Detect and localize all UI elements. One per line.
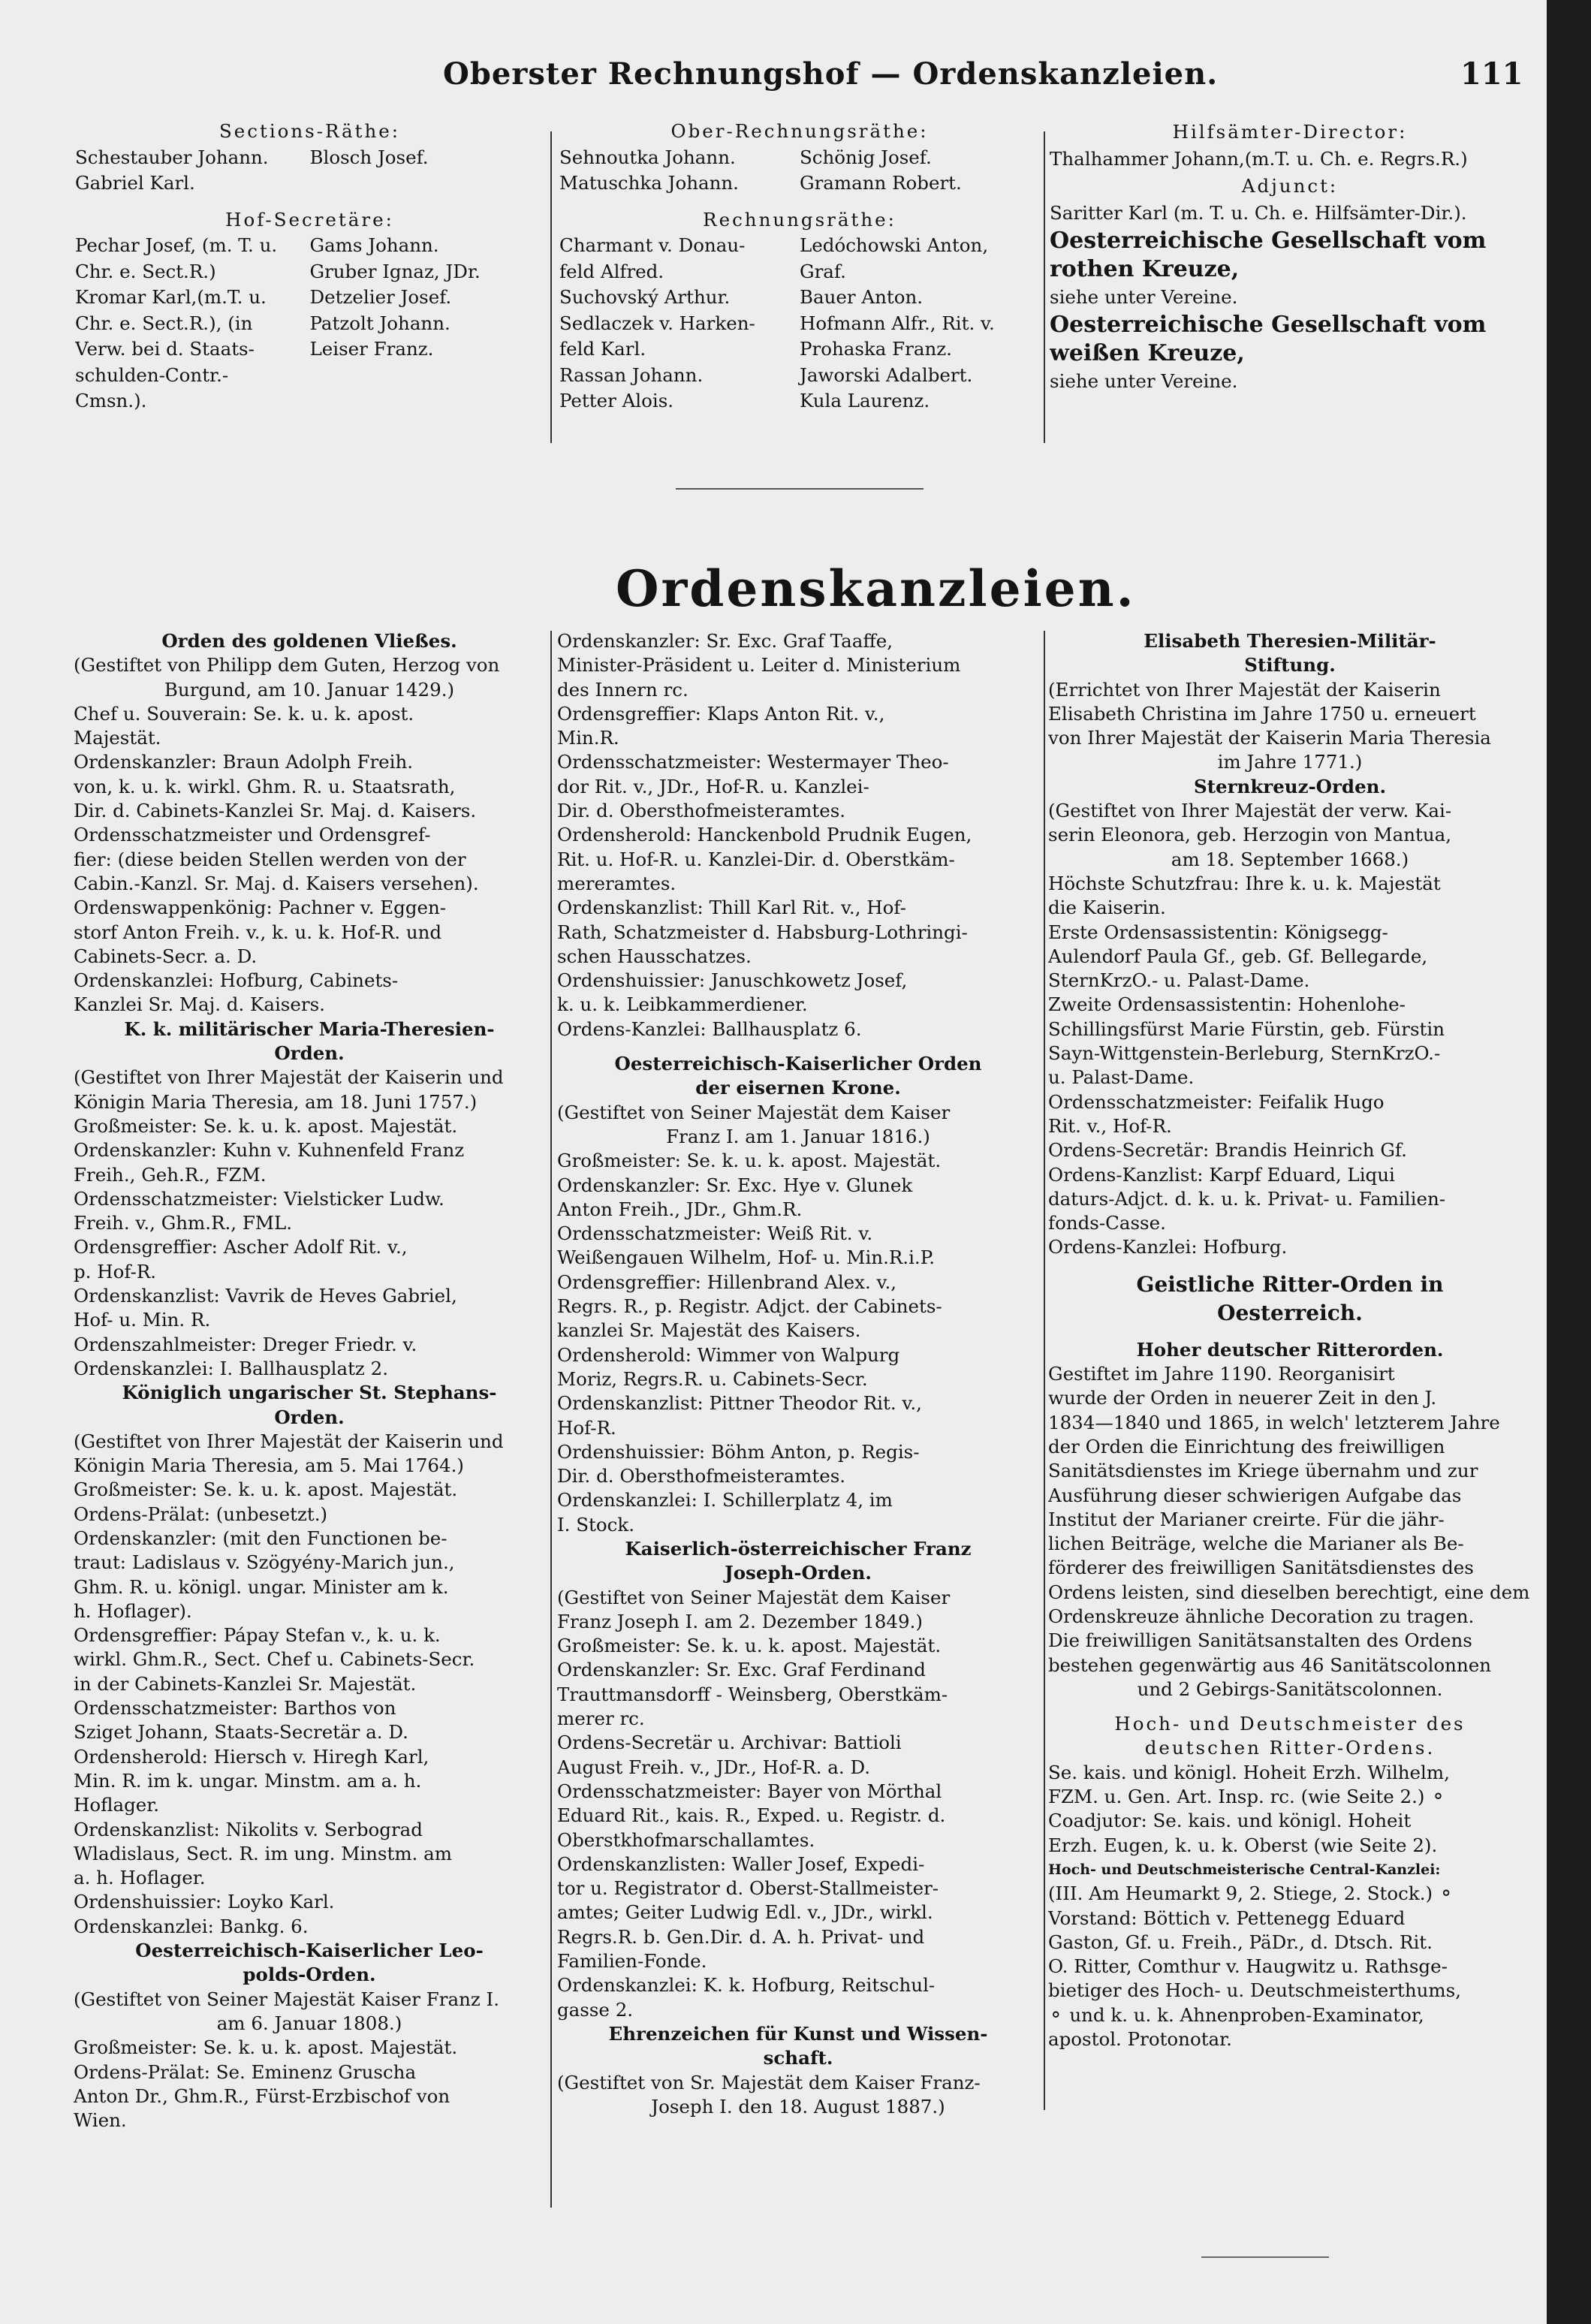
entry-pair (559, 285, 1040, 311)
text-line: Ordenszahlmeister: Dreger Friedr. v. (74, 1333, 417, 1355)
top-column-3 (1050, 119, 1530, 395)
text-line: Kanzlei Sr. Maj. d. Kaisers. (74, 993, 325, 1016)
order-heading: Kaiserlich-österreichischer Franz (625, 1537, 972, 1560)
text-line: Hoch- und Deutschmeisterische Central-Kanzlei: (1048, 1861, 1441, 1878)
text-line: August Freih. v., JDr., Hof-R. a. D. (557, 1756, 871, 1778)
text-line: Ordensherold: Hanckenbold Prudnik Eugen, (557, 824, 972, 846)
entry-pair (559, 170, 1040, 197)
text-line: Rit. u. Hof-R. u. Kanzlei-Dir. d. Oberstkäm- (557, 848, 955, 870)
order-heading: schaft. (763, 2047, 833, 2069)
entry-left: Pechar Josef, (m. T. u. (75, 234, 278, 256)
text-line: Cmsn.). (75, 390, 147, 411)
section-title: Ordenskanzleien. (616, 559, 1136, 618)
book-edge (1547, 0, 1591, 2324)
text-line: Ordenskanzlist: Nikolits v. Serbograd (74, 1818, 423, 1840)
entry-left: Sehnoutka Johann. (559, 146, 736, 168)
text-line: SternKrzO.- u. Palast-Dame. (1048, 969, 1310, 992)
text-line: Ordenskanzlist: Vavrik de Heves Gabriel, (74, 1285, 457, 1307)
entry-right: Graf. (800, 260, 846, 282)
text-line: bestehen gegenwärtig aus 46 Sanitätscolonnen (1048, 1653, 1492, 1676)
text-line: fonds-Casse. (1048, 1212, 1166, 1234)
text-line: bietiger des Hoch- u. Deutschmeisterthums, (1048, 1979, 1461, 2002)
entry-pair (75, 336, 544, 363)
text-line: Ordensherold: Wimmer von Walpurg (557, 1343, 900, 1366)
text-line: Wien. (74, 2109, 127, 2132)
entry-pair (75, 145, 544, 171)
text-line: gasse 2. (557, 1998, 634, 2021)
column-2 (557, 629, 1039, 2119)
order-heading: Elisabeth Theresien-Militär- (1144, 630, 1436, 652)
column-1 (74, 629, 545, 2133)
text-line: Großmeister: Se. k. u. k. apost. Majestät. (557, 1635, 942, 1657)
spaced-heading: Adjunct: (1241, 175, 1339, 197)
text-line: (Gestiftet von Seiner Majestät Kaiser Franz I. (74, 1988, 500, 2010)
order-heading: der eisernen Krone. (695, 1077, 901, 1099)
entry-right: Bauer Anton. (800, 286, 924, 308)
text-line: förderer des freiwilligen Sanitätsdienstes des (1048, 1557, 1474, 1579)
text-line: von, k. u. k. wirkl. Ghm. R. u. Staatsrath, (74, 775, 456, 797)
text-line: Erste Ordensassistentin: Königsegg- (1048, 921, 1388, 943)
text-line: Franz I. am 1. Januar 1816.) (666, 1125, 930, 1147)
entry-left: Schestauber Johann. (75, 146, 269, 168)
entry-left: feld Alfred. (559, 260, 664, 282)
entry-right: Schönig Josef. (800, 146, 932, 168)
entry-left: Charmant v. Donau- (559, 234, 746, 256)
text-line: Ordens-Kanzlist: Karpf Eduard, Liqui (1048, 1163, 1395, 1186)
text-line: Ordensschatzmeister: Westermayer Theo- (557, 751, 949, 773)
entry-pair (559, 363, 1040, 389)
spacer (1048, 1702, 1532, 1712)
text-line: I. Stock. (557, 1513, 634, 1536)
text-line: (Gestiftet von Sr. Majestät dem Kaiser Franz- (557, 2071, 981, 2093)
entry-pair (559, 145, 1040, 171)
text-line: Anton Freih., JDr., Ghm.R. (557, 1198, 803, 1220)
text-line: siehe unter Vereine. (1050, 286, 1238, 308)
spaced-heading: Hof-Secretäre: (225, 208, 394, 231)
running-header: Oberster Rechnungshof — Ordenskanzleien. (443, 56, 1219, 92)
text-line: Ordensschatzmeister: Weiß Rit. v. (557, 1222, 873, 1245)
entry-right: Kula Laurenz. (800, 390, 930, 411)
text-line: (Gestiftet von Ihrer Majestät der verw. Kai- (1048, 800, 1452, 822)
text-line: k. u. k. Leibkammerdiener. (557, 993, 808, 1016)
order-heading: Sternkreuz-Orden. (1194, 775, 1386, 797)
order-heading: polds-Orden. (243, 1964, 376, 1986)
text-line: Dir. d. Obersthofmeisteramtes. (557, 1465, 846, 1488)
text-line: die Kaiserin. (1048, 897, 1166, 919)
text-line: Freih., Geh.R., FZM. (74, 1163, 267, 1186)
text-line: Institut der Marianer creirte. Für die jähr- (1048, 1508, 1445, 1530)
text-line: Familien-Fonde. (557, 1950, 707, 1973)
entry-pair (559, 311, 1040, 337)
text-line: Ordenskanzlei: I. Schillerplatz 4, im (557, 1489, 893, 1512)
text-line: Ordenshuissier: Januschkowetz Josef, (557, 969, 908, 992)
text-line: Majestät. (74, 727, 161, 749)
text-line: Vorstand: Böttich v. Pettenegg Eduard (1048, 1907, 1406, 1929)
text-line: Gaston, Gf. u. Freih., PäDr., d. Dtsch. Rit. (1048, 1931, 1433, 1953)
text-line: schulden-Contr.- (75, 363, 229, 386)
text-line: FZM. u. Gen. Art. Insp. rc. (wie Seite 2.) ⚬ (1048, 1786, 1446, 1808)
text-line: Freih. v., Ghm.R., FML. (74, 1212, 293, 1234)
text-line: Ordensgreffier: Klaps Anton Rit. v., (557, 702, 885, 725)
text-line: Ordensgreffier: Hillenbrand Alex. v., (557, 1271, 897, 1293)
text-line: (Gestiftet von Seiner Majestät dem Kaiser (557, 1586, 951, 1608)
spacer (1048, 1260, 1532, 1271)
text-line: dor Rit. v., JDr., Hof-R. u. Kanzlei- (557, 775, 869, 797)
text-line: in der Cabinets-Kanzlei Sr. Majestät. (74, 1672, 417, 1695)
order-heading: Joseph-Orden. (725, 1562, 872, 1584)
text-line: Ausführung dieser schwierigen Aufgabe das (1048, 1484, 1462, 1506)
column-rule-main-2 (1044, 631, 1045, 2110)
text-line: Höchste Schutzfrau: Ihre k. u. k. Majestät (1048, 872, 1441, 894)
text-line: Aulendorf Paula Gf., geb. Gf. Bellegarde, (1048, 945, 1428, 967)
entry-left: Chr. e. Sect.R.), (in (75, 312, 253, 334)
order-heading: Ehrenzeichen für Kunst und Wissen- (608, 2022, 988, 2045)
text-line: Ordenskanzler: Sr. Exc. Hye v. Glunek (557, 1174, 913, 1196)
text-line: Großmeister: Se. k. u. k. apost. Majestät. (74, 1478, 458, 1501)
large-heading: weißen Kreuze, (1050, 340, 1245, 366)
column-3 (1048, 629, 1532, 2051)
text-line: wirkl. Ghm.R., Sect. Chef u. Cabinets-Secr. (74, 1648, 475, 1671)
text-line: h. Hoflager). (74, 1599, 192, 1622)
text-line: Moriz, Regrs.R. u. Cabinets-Secr. (557, 1367, 868, 1390)
text-line: Dir. d. Cabinets-Kanzlei Sr. Maj. d. Kaisers. (74, 800, 477, 822)
text-line: traut: Ladislaus v. Szögyény-Marich jun., (74, 1551, 455, 1574)
text-line: Coadjutor: Se. kais. und königl. Hoheit (1048, 1810, 1412, 1832)
text-line: Ordenskreuze ähnliche Decoration zu tragen. (1048, 1605, 1475, 1627)
column-rule-main-1 (550, 631, 552, 2208)
text-line: (Gestiftet von Ihrer Majestät der Kaiserin und (74, 1066, 504, 1089)
entry-left: Chr. e. Sect.R.) (75, 260, 216, 282)
entry-pair (559, 233, 1040, 259)
text-line: Ordensschatzmeister: Vielsticker Ludw. (74, 1187, 444, 1210)
text-line: Ordenswappenkönig: Pachner v. Eggen- (74, 897, 447, 919)
large-heading: Oesterreich. (1217, 1300, 1363, 1325)
text-line: Ordens-Secretär: Brandis Heinrich Gf. (1048, 1139, 1407, 1162)
text-line: und 2 Gebirgs-Sanitätscolonnen. (1137, 1677, 1443, 1700)
end-rule (1201, 2256, 1329, 2258)
text-line: Chef u. Souverain: Se. k. u. k. apost. (74, 702, 414, 725)
order-heading: Oesterreichisch-Kaiserlicher Orden (614, 1053, 982, 1075)
text-line: Ordens leisten, sind dieselben berechtigt, eine dem (1048, 1581, 1530, 1603)
order-heading: Orden des goldenen Vließes. (161, 630, 457, 652)
text-line: Hof-R. (557, 1416, 616, 1439)
entry-right: Gramann Robert. (800, 172, 962, 194)
text-line: Königin Maria Theresia, am 18. Juni 1757.) (74, 1090, 478, 1113)
text-line: lichen Beiträge, welche die Marianer als Be- (1048, 1533, 1464, 1555)
entry-pair (559, 388, 1040, 414)
entry-right: Gams Johann. (309, 234, 439, 256)
text-line: Trauttmansdorff - Weinsberg, Oberstkäm- (557, 1683, 948, 1705)
entry-right: Patzolt Johann. (309, 312, 450, 334)
large-heading: rothen Kreuze, (1050, 256, 1240, 282)
text-line: Ordenskanzlei: I. Ballhausplatz 2. (74, 1357, 389, 1379)
text-line: apostol. Protonotar. (1048, 2028, 1232, 2051)
entry-right: Ledóchowski Anton, (800, 234, 989, 256)
text-line: amtes; Geiter Ludwig Edl. v., JDr., wirkl. (557, 1901, 933, 1924)
text-line: Sanitätsdienstes im Kriege übernahm und zur (1048, 1460, 1478, 1482)
entry-right: Prohaska Franz. (800, 338, 952, 360)
top-column-2 (559, 119, 1040, 414)
text-line: mereramtes. (557, 872, 676, 894)
text-line: Hof- u. Min. R. (74, 1309, 211, 1331)
text-line: Ordens-Kanzlei: Ballhausplatz 6. (557, 1017, 862, 1040)
text-line: Rath, Schatzmeister d. Habsburg-Lothringi- (557, 921, 968, 943)
spacer (559, 197, 1040, 207)
text-line: Weißengauen Wilhelm, Hof- u. Min.R.i.P. (557, 1246, 936, 1269)
text-line: 1834—1840 und 1865, in welch' letzterem Jahre (1048, 1411, 1500, 1433)
text-line: Cabin.-Kanzl. Sr. Maj. d. Kaisers versehen). (74, 872, 479, 894)
text-line: Regrs. R., p. Registr. Adjct. der Cabinets- (557, 1295, 942, 1318)
text-line: Minister-Präsident u. Leiter d. Ministerium (557, 654, 961, 677)
text-line: Ordenskanzlist: Thill Karl Rit. v., Hof- (557, 897, 906, 919)
text-line: Großmeister: Se. k. u. k. apost. Majestät. (557, 1150, 942, 1172)
text-line: Ordensgreffier: Ascher Adolf Rit. v., (74, 1236, 408, 1258)
text-line: Se. kais. und königl. Hoheit Erzh. Wilhelm, (1048, 1761, 1450, 1783)
text-line: p. Hof-R. (74, 1260, 157, 1283)
text-line: (Errichtet von Ihrer Majestät der Kaiserin (1048, 678, 1441, 701)
text-line: Dir. d. Obersthofmeisteramtes. (557, 800, 846, 822)
spaced-heading: Ober-Rechnungsräthe: (670, 120, 929, 142)
entry-right: Jaworski Adalbert. (800, 363, 973, 386)
order-heading: K. k. militärischer Maria-Theresien- (124, 1017, 495, 1040)
text-line: im Jahre 1771.) (1217, 751, 1363, 773)
text-line: Ordenskanzlei: Hofburg, Cabinets- (74, 969, 399, 992)
spaced-heading: Sections-Räthe: (218, 120, 401, 142)
text-line: Min.R. (557, 727, 619, 749)
text-line: Ordensschatzmeister: Barthos von (74, 1697, 396, 1720)
text-line: Ordenskanzler: Sr. Exc. Graf Taaffe, (557, 630, 893, 652)
text-line: Ordenskanzler: Sr. Exc. Graf Ferdinand (557, 1659, 926, 1681)
text-line: (Gestiftet von Ihrer Majestät der Kaiserin und (74, 1430, 504, 1452)
entry-pair (75, 233, 544, 259)
entry-left: Sedlaczek v. Harken- (559, 312, 755, 334)
text-line: Ordenskanzler: (mit den Functionen be- (74, 1527, 447, 1549)
text-line: Ordens-Kanzlei: Hofburg. (1048, 1236, 1288, 1258)
text-line: Sziget Johann, Staats-Secretär a. D. (74, 1721, 408, 1744)
text-line: Ordens-Prälat: (unbesetzt.) (74, 1503, 328, 1525)
spacer (75, 197, 544, 207)
text-line: Ordensgreffier: Pápay Stefan v., k. u. k. (74, 1624, 441, 1647)
text-line: Die freiwilligen Sanitätsanstalten des Ordens (1048, 1629, 1472, 1652)
section-divider (676, 488, 924, 490)
entry-left: Petter Alois. (559, 390, 674, 411)
text-line: fier: (diese beiden Stellen werden von der (74, 848, 466, 870)
text-line: Cabinets-Secr. a. D. (74, 945, 258, 967)
text-line: Wladislaus, Sect. R. im ung. Minstm. am (74, 1842, 452, 1864)
spacer (557, 1041, 1039, 1052)
text-line: (Gestiftet von Seiner Majestät dem Kaiser (557, 1101, 951, 1123)
large-heading: Geistliche Ritter-Orden in (1136, 1271, 1444, 1297)
text-line: Ordenskanzler: Kuhn v. Kuhnenfeld Franz (74, 1139, 465, 1162)
text-line: von Ihrer Majestät der Kaiserin Maria Theresia (1048, 727, 1491, 749)
spaced-heading: Hilfsämter-Director: (1172, 121, 1408, 143)
text-line: Hoflager. (74, 1794, 160, 1816)
spaced-heading: Hoch- und Deutschmeister des (1114, 1713, 1466, 1735)
text-line: Gestiftet im Jahre 1190. Reorganisirt (1048, 1363, 1395, 1385)
entry-pair (75, 311, 544, 337)
text-line: Zweite Ordensassistentin: Hohenlohe- (1048, 993, 1406, 1016)
text-line: Großmeister: Se. k. u. k. apost. Majestät. (74, 2036, 458, 2059)
text-line: Ordenshuissier: Böhm Anton, p. Regis- (557, 1440, 920, 1463)
text-line: schen Hausschatzes. (557, 945, 752, 967)
text-line: Ordenskanzlei: K. k. Hofburg, Reitschul- (557, 1974, 936, 1997)
order-heading: Hoher deutscher Ritterorden. (1136, 1338, 1444, 1361)
large-heading: Oesterreichische Gesellschaft vom (1050, 228, 1487, 254)
text-line: siehe unter Vereine. (1050, 370, 1238, 392)
text-line: Gabriel Karl. (75, 172, 195, 194)
text-line: Ghm. R. u. königl. ungar. Minister am k. (74, 1575, 449, 1598)
text-line: Joseph I. den 18. August 1887.) (651, 2095, 945, 2118)
text-line: ⚬ und k. u. k. Ahnenproben-Examinator, (1048, 2003, 1424, 2026)
text-line: (III. Am Heumarkt 9, 2. Stiege, 2. Stock.) ⚬ (1048, 1882, 1454, 1905)
text-line: (Gestiftet von Philipp dem Guten, Herzog von (74, 654, 500, 677)
text-line: Ordens-Secretär u. Archivar: Battioli (557, 1732, 902, 1754)
text-line: Großmeister: Se. k. u. k. apost. Majestät. (74, 1114, 458, 1137)
entry-pair (75, 259, 544, 285)
text-line: Ordenskanzler: Braun Adolph Freih. (74, 751, 414, 773)
entry-pair (559, 336, 1040, 363)
entry-left: Kromar Karl,(m.T. u. (75, 286, 267, 308)
text-line: Ordensschatzmeister: Bayer von Mörthal (557, 1780, 942, 1802)
text-line: Ordens-Prälat: Se. Eminenz Gruscha (74, 2060, 417, 2083)
entry-left: Matuschka Johann. (559, 172, 739, 194)
large-heading: Oesterreichische Gesellschaft vom (1050, 312, 1487, 338)
order-heading: Orden. (274, 1042, 345, 1065)
text-line: Ordenshuissier: Loyko Karl. (74, 1891, 335, 1913)
text-line: Min. R. im k. ungar. Minstm. am a. h. (74, 1769, 422, 1792)
entry-right: Gruber Ignaz, JDr. (309, 260, 481, 282)
text-line: Erzh. Eugen, k. u. k. Oberst (wie Seite 2). (1048, 1834, 1438, 1856)
text-line: Burgund, am 10. Januar 1429.) (164, 678, 455, 701)
text-line: der Orden die Einrichtung des freiwilligen (1048, 1435, 1445, 1457)
text-line: tor u. Registrator d. Oberst-Stallmeister- (557, 1877, 939, 1900)
text-line: Ordensschatzmeister: Feifalik Hugo (1048, 1090, 1385, 1113)
entry-left: feld Karl. (559, 338, 646, 360)
spaced-heading: Rechnungsräthe: (703, 208, 896, 231)
text-line: Ordenskanzlisten: Waller Josef, Expedi- (557, 1852, 925, 1875)
text-line: Ordenskanzlist: Pittner Theodor Rit. v., (557, 1392, 922, 1415)
text-line: u. Palast-Dame. (1048, 1066, 1195, 1089)
text-line: storf Anton Freih. v., k. u. k. Hof-R. und (74, 921, 442, 943)
text-line: serin Eleonora, geb. Herzogin von Mantua, (1048, 824, 1451, 846)
text-line: Ordenskanzlei: Bankg. 6. (74, 1915, 309, 1937)
text-line: kanzlei Sr. Majestät des Kaisers. (557, 1319, 861, 1342)
text-line: Franz Joseph I. am 2. Dezember 1849.) (557, 1610, 923, 1632)
text-line: Anton Dr., Ghm.R., Fürst-Erzbischof von (74, 2084, 450, 2107)
text-line: wurde der Orden in neuerer Zeit in den J. (1048, 1387, 1437, 1409)
text-line: O. Ritter, Comthur v. Haugwitz u. Rathsge- (1048, 1955, 1448, 1978)
text-line: Oberstkhofmarschallamtes. (557, 1828, 815, 1851)
text-line: Elisabeth Christina im Jahre 1750 u. erneuert (1048, 702, 1476, 725)
order-heading: Orden. (274, 1406, 345, 1428)
column-rule-top-1 (550, 131, 552, 443)
entry-left: Verw. bei d. Staats- (75, 338, 255, 360)
text-line: Thalhammer Johann,(m.T. u. Ch. e. Regrs.R.) (1050, 148, 1468, 170)
text-line: Schillingsfürst Marie Fürstin, geb. Fürstin (1048, 1017, 1445, 1040)
text-line: Saritter Karl (m. T. u. Ch. e. Hilfsämter-Dir.). (1050, 202, 1467, 224)
text-line: am 6. Januar 1808.) (216, 2012, 402, 2034)
text-line: Eduard Rit., kais. R., Exped. u. Registr. d. (557, 1804, 946, 1827)
text-line: des Innern rc. (557, 678, 689, 701)
entry-pair (75, 285, 544, 311)
text-line: Rit. v., Hof-R. (1048, 1114, 1172, 1137)
text-line: merer rc. (557, 1708, 645, 1730)
column-rule-top-2 (1044, 131, 1045, 443)
page-number: 111 (1460, 56, 1523, 92)
entry-right: Blosch Josef. (309, 146, 429, 168)
top-column-1 (75, 119, 544, 414)
entry-pair (559, 259, 1040, 285)
text-line: daturs-Adjct. d. k. u. k. Privat- u. Familien- (1048, 1187, 1446, 1210)
text-line: Sayn-Wittgenstein-Berleburg, SternKrzO.- (1048, 1042, 1441, 1065)
text-line: Regrs.R. b. Gen.Dir. d. A. h. Privat- und (557, 1925, 925, 1948)
spaced-heading: deutschen Ritter-Ordens. (1144, 1737, 1436, 1759)
entry-right: Detzelier Josef. (309, 286, 452, 308)
entry-left: Suchovský Arthur. (559, 286, 731, 308)
text-line: Ordensherold: Hiersch v. Hiregh Karl, (74, 1745, 429, 1768)
entry-left: Rassan Johann. (559, 363, 704, 386)
spacer (1048, 1328, 1532, 1338)
text-line: Ordensschatzmeister und Ordensgref- (74, 824, 431, 846)
order-heading: Oesterreichisch-Kaiserlicher Leo- (135, 1940, 484, 1962)
text-line: Königin Maria Theresia, am 5. Mai 1764.) (74, 1454, 464, 1477)
entry-right: Leiser Franz. (309, 338, 434, 360)
text-line: a. h. Hoflager. (74, 1867, 206, 1889)
order-heading: Königlich ungarischer St. Stephans- (122, 1382, 497, 1404)
entry-right: Hofmann Alfr., Rit. v. (800, 312, 995, 334)
order-heading: Stiftung. (1244, 654, 1336, 677)
text-line: am 18. September 1668.) (1171, 848, 1409, 870)
